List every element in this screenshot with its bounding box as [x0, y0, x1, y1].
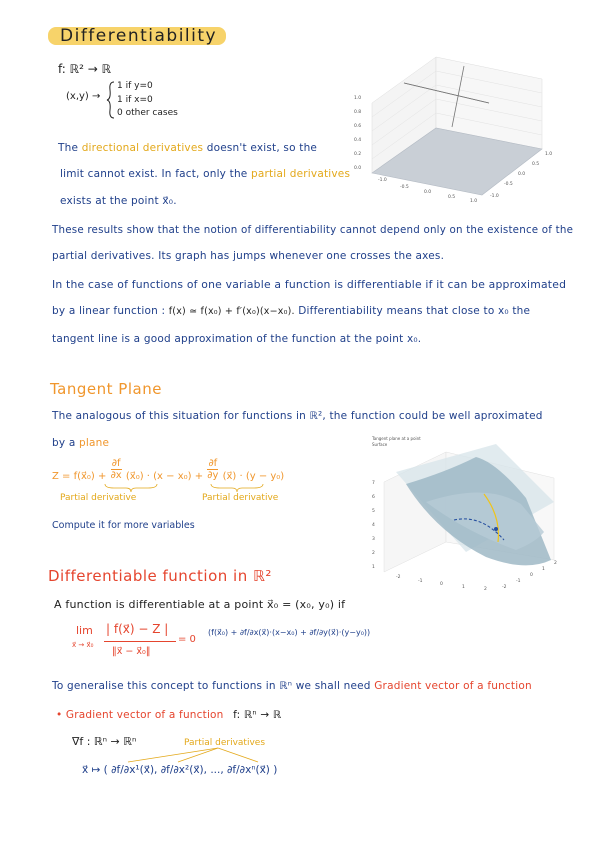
limit-subscript: x⃗ → x⃗₀	[72, 641, 94, 649]
partial-derivative-underbrace-1	[104, 483, 158, 493]
y-tick: -0.5	[504, 182, 513, 187]
y-tick: -1.0	[490, 194, 499, 199]
directional-derivatives-term: directional derivatives	[81, 142, 204, 154]
plane-term: plane	[79, 437, 110, 449]
z-tick: 5	[372, 509, 375, 514]
z-tick: 4	[372, 523, 375, 528]
y-tick: 0	[530, 573, 533, 578]
compute-note: Compute it for more variables	[52, 520, 195, 531]
z-tick: 2	[372, 551, 375, 556]
plot-tangent-plane	[366, 432, 566, 592]
para3-line2: by a linear function : f(x) ≃ f(x₀) + f′(x₀)(x−x₀). Differentiability means that close to x₀ the	[52, 305, 531, 317]
y-tick: -2	[502, 585, 507, 590]
tangent-plane-equation: Z = f(x⃗₀) + $\frac{\partial f}{\partial x}$ (x⃗₀) · (x − x₀) + $\frac{\partial f}{\partial y}$ (x⃗) · (y − y₀)	[52, 458, 285, 482]
para2-line1: These results show that the notion of differentiability cannot depend only on the existence of the	[52, 224, 574, 236]
x-tick: 0.5	[448, 195, 456, 200]
x-tick: -1.0	[378, 178, 387, 183]
plot-flat-plane	[342, 45, 564, 203]
legend-surface: Surface	[372, 442, 388, 447]
y-tick: 0.0	[518, 172, 526, 177]
z-tick: 0.6	[354, 124, 362, 129]
generalise-line: To generalise this concept to functions in ℝⁿ we shall need Gradient vector of a function	[52, 680, 532, 692]
tangency-point	[494, 527, 498, 531]
para1-line1: The directional derivatives doesn't exist, so the	[58, 142, 318, 154]
limit-equals-zero: = 0	[178, 634, 196, 645]
x-tick: -1	[418, 579, 423, 584]
z-tick: 0.2	[354, 152, 362, 157]
partial-derivatives-term: partial derivatives	[251, 168, 351, 180]
y-tick: 0.5	[532, 162, 540, 167]
x-tick: 1	[462, 585, 465, 590]
linear-approx-formula: f(x) ≃ f(x₀) + f′(x₀)(x−x₀).	[168, 306, 295, 317]
partial-derivatives-arrows	[118, 746, 268, 764]
case-2: 1 if x=0	[117, 95, 153, 105]
fraction-bar	[104, 641, 176, 642]
case-1: 1 if y=0	[117, 81, 153, 91]
para1-line3: exists at the point x⃗₀.	[60, 195, 177, 207]
limit-denominator: ‖x⃗ − x⃗₀‖	[112, 646, 151, 657]
function-definition: f: ℝ² → ℝ	[58, 62, 112, 76]
tangent-line2: by a plane	[52, 437, 110, 449]
z-definition: (f(x⃗₀) + ∂f/∂x(x⃗)·(x−x₀) + ∂f/∂y(x⃗)·(y−y₀))	[208, 628, 371, 637]
limit-numerator: | f(x⃗) − Z |	[106, 622, 169, 636]
gradient-definition: ∇f : ℝⁿ → ℝⁿ	[72, 735, 137, 748]
x-tick: -0.5	[400, 185, 409, 190]
para1-line2: limit cannot exist. In fact, only the partial derivatives	[60, 168, 351, 180]
tangent-line1: The analogous of this situation for functions in ℝ², the function could be well aproximated	[52, 410, 543, 422]
case-3: 0 other cases	[117, 108, 178, 118]
para3-line3: tangent line is a good approximation of the function at the point x₀.	[52, 333, 422, 345]
x-tick: -2	[396, 575, 401, 580]
x-tick: 2	[484, 587, 487, 592]
partial-derivatives-label: Partial derivatives	[184, 738, 266, 748]
y-tick: -1	[516, 579, 521, 584]
partial-derivative-label-2: Partial derivative	[202, 493, 279, 503]
legend-tangent-plane: Tangent plane at a point	[372, 436, 421, 441]
x-tick: 1.0	[470, 199, 478, 203]
z-tick: 1.0	[354, 96, 362, 101]
z-tick: 6	[372, 495, 375, 500]
gradient-vector-term: Gradient vector of a function	[374, 680, 532, 692]
z-tick: 0.0	[354, 166, 362, 171]
differentiable-definition: A function is differentiable at a point x⃗₀ = (x₀, y₀) if	[54, 598, 346, 611]
y-tick: 1	[542, 567, 545, 572]
limit-word: lim	[76, 624, 93, 637]
section-title-tangent-plane: Tangent Plane	[50, 380, 162, 398]
x-tick: 0.0	[424, 190, 432, 195]
z-tick: 1	[372, 565, 375, 570]
gradient-bullet: • Gradient vector of a function f: ℝⁿ → ℝ	[56, 709, 282, 721]
z-tick: 0.4	[354, 138, 362, 143]
x-tick: 0	[440, 582, 443, 587]
z-tick: 3	[372, 537, 375, 542]
partial-derivative-underbrace-2	[210, 483, 264, 493]
z-tick: 0.8	[354, 110, 362, 115]
para2-line2: partial derivatives. Its graph has jumps whenever one crosses the axes.	[52, 250, 445, 262]
cases-brace	[106, 80, 116, 120]
y-tick: 1.0	[545, 152, 553, 157]
section-title-differentiability: Differentiability	[60, 26, 218, 46]
function-mapping: (x,y) →	[66, 91, 101, 102]
y-tick: 2	[554, 561, 557, 566]
section-title-differentiable-function: Differentiable function in ℝ²	[48, 567, 272, 585]
partial-derivative-label-1: Partial derivative	[60, 493, 137, 503]
gradient-mapping: x⃗ ↦ ( ∂f/∂x¹(x⃗), ∂f/∂x²(x⃗), ..., ∂f/∂xⁿ(x⃗) )	[82, 764, 278, 776]
para3-line1: In the case of functions of one variable a function is differentiable if it can be approximated	[52, 278, 567, 291]
z-tick: 7	[372, 481, 375, 486]
